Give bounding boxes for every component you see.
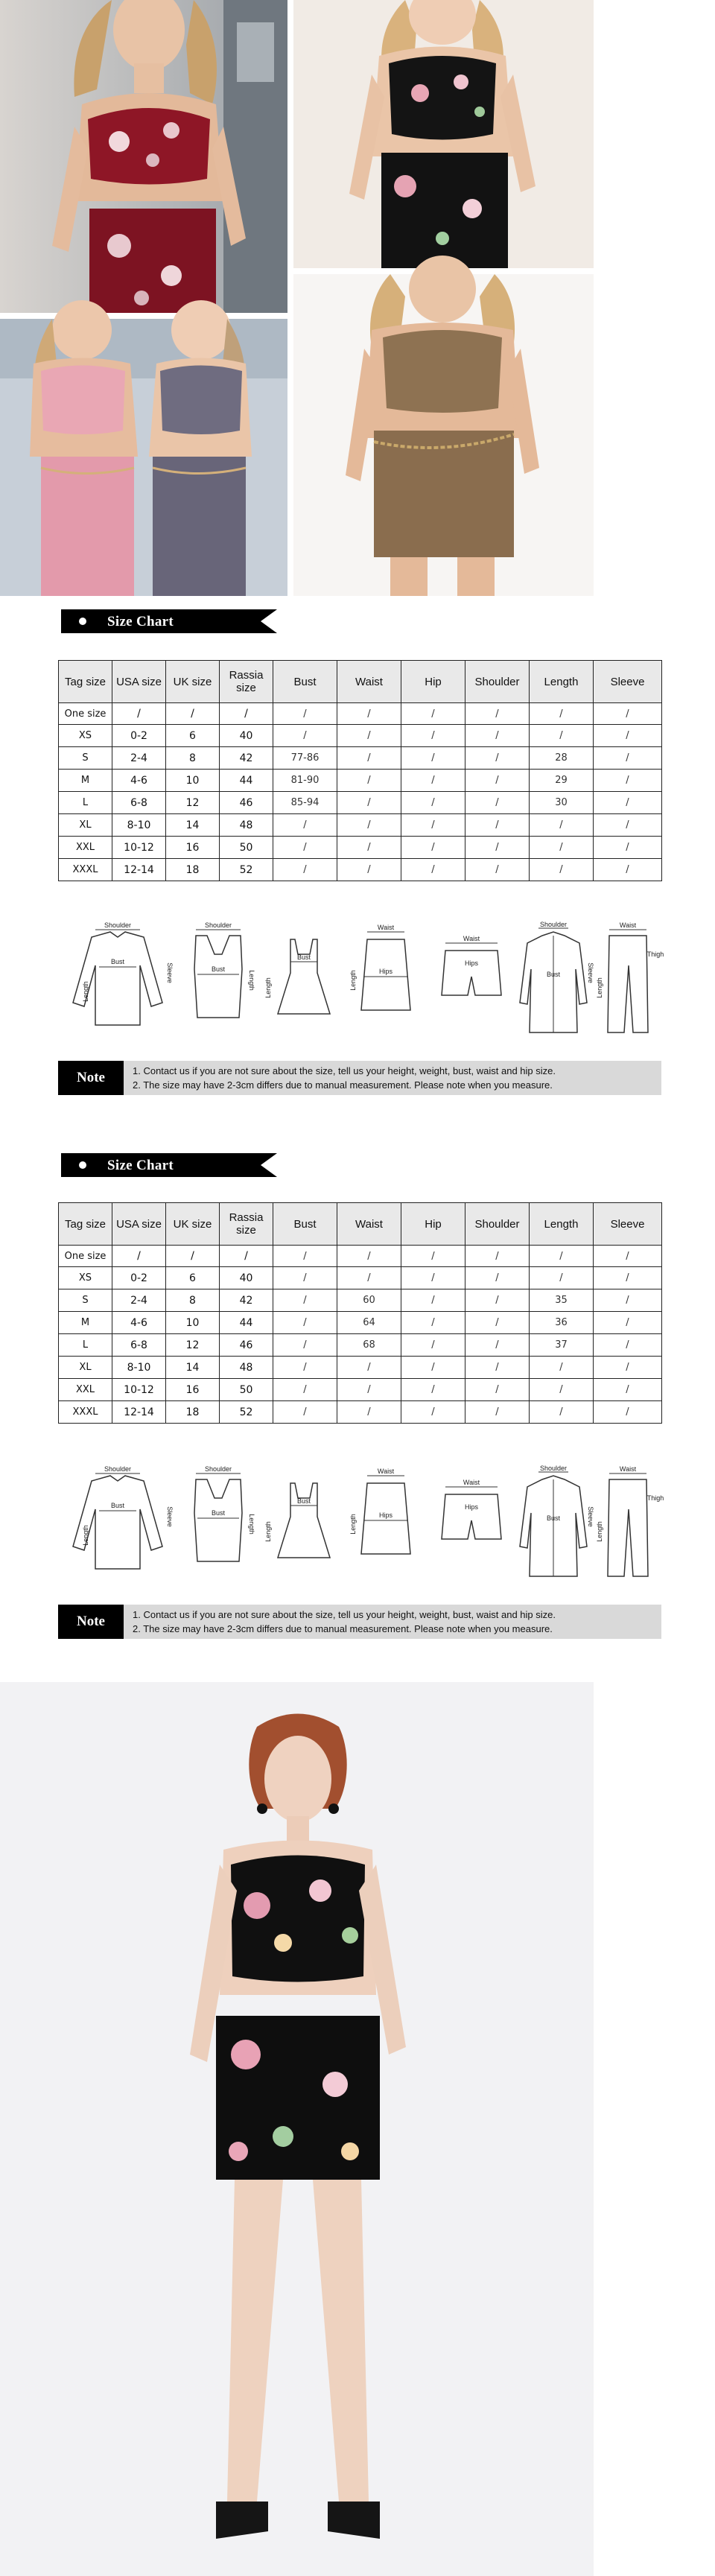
cell-length: 29 [530, 770, 594, 792]
diagram-label-shoulder: Shoulder [539, 921, 568, 928]
cell-uk-size: 10 [166, 770, 220, 792]
header-waist: Waist [337, 1203, 401, 1246]
size-table [58, 660, 662, 881]
cell-bust: / [273, 1289, 337, 1312]
dress-diagram [259, 921, 341, 1047]
cell-uk-size: 18 [166, 1401, 220, 1424]
coat-diagram [516, 1465, 594, 1591]
cell-tag-size: M [59, 1312, 112, 1334]
cell-sleeve: / [594, 1401, 662, 1424]
cell-rassia-size: 42 [220, 747, 273, 770]
size-chart-title: Size Chart [107, 1158, 174, 1173]
cell-shoulder: / [465, 1401, 530, 1424]
cell-tag-size: L [59, 792, 112, 814]
cell-rassia-size: / [220, 1246, 273, 1267]
coat-diagram [516, 921, 594, 1047]
table-row [59, 770, 662, 792]
note-line-1: 1. Contact us if you are not sure about the size, tell us your height, weight, bust, waist and hip size. [133, 1065, 556, 1076]
cell-waist: / [337, 1401, 401, 1424]
cell-shoulder: / [465, 814, 530, 837]
table-row [59, 1334, 662, 1357]
diagram-label-hips: Hips [464, 1503, 479, 1511]
cell-waist: 60 [337, 1289, 401, 1312]
cell-rassia-size: 46 [220, 1334, 273, 1357]
cell-sleeve: / [594, 1312, 662, 1334]
cell-waist: / [337, 1267, 401, 1289]
cell-length: 37 [530, 1334, 594, 1357]
cell-hip: / [401, 725, 465, 747]
shorts-diagram [430, 921, 512, 1047]
cell-bust: / [273, 1246, 337, 1267]
size-chart-title: Size Chart [107, 614, 174, 629]
cell-bust: / [273, 814, 337, 837]
note-label: Note [58, 1061, 124, 1095]
cell-usa-size: / [112, 703, 166, 725]
table-header-row [59, 1203, 662, 1246]
diagram-label-shoulder: Shoulder [539, 1465, 568, 1472]
diagram-label-length: Length [264, 1521, 272, 1542]
cell-sleeve: / [594, 703, 662, 725]
diagram-label-length: Length [596, 977, 603, 998]
cell-waist: / [337, 837, 401, 859]
cell-hip: / [401, 1379, 465, 1401]
diagram-label-bust: Bust [110, 1502, 125, 1509]
cell-usa-size: 12-14 [112, 1401, 166, 1424]
note-line-1: 1. Contact us if you are not sure about the size, tell us your height, weight, bust, waist and hip size. [133, 1609, 556, 1620]
cell-usa-size: 4-6 [112, 770, 166, 792]
cell-waist: / [337, 792, 401, 814]
cell-tag-size: One size [59, 703, 112, 725]
cell-hip: / [401, 703, 465, 725]
size-chart-header [58, 1153, 661, 1178]
table-row [59, 703, 662, 725]
cell-waist: / [337, 814, 401, 837]
cell-sleeve: / [594, 837, 662, 859]
cell-uk-size: 18 [166, 859, 220, 881]
diagram-label-hips: Hips [378, 1511, 393, 1519]
cell-uk-size: 12 [166, 1334, 220, 1357]
cell-uk-size: 14 [166, 814, 220, 837]
cell-usa-size: 8-10 [112, 814, 166, 837]
cell-rassia-size: 40 [220, 725, 273, 747]
skirt-diagram [345, 921, 427, 1047]
cell-waist: 68 [337, 1334, 401, 1357]
cell-rassia-size: 44 [220, 1312, 273, 1334]
cell-hip: / [401, 1267, 465, 1289]
cell-tag-size: M [59, 770, 112, 792]
cell-uk-size: 8 [166, 747, 220, 770]
header-hip: Hip [401, 661, 465, 703]
cell-usa-size: 2-4 [112, 747, 166, 770]
cell-length: / [530, 859, 594, 881]
header-hip: Hip [401, 1203, 465, 1246]
diagram-label-bust: Bust [546, 1514, 561, 1522]
tank-top-diagram [174, 1465, 255, 1591]
header-bust: Bust [273, 1203, 337, 1246]
diagram-label-bust: Bust [296, 1497, 311, 1505]
cell-uk-size: 8 [166, 1289, 220, 1312]
header-uk-size: UK size [166, 661, 220, 703]
cell-waist: / [337, 1357, 401, 1379]
header-length: Length [530, 1203, 594, 1246]
table-row [59, 837, 662, 859]
cell-bust: / [273, 1312, 337, 1334]
table-row [59, 1357, 662, 1379]
diagram-label-length: Length [349, 1514, 357, 1535]
table-row [59, 725, 662, 747]
header-rassia-size: Rassia size [220, 1203, 273, 1246]
header-uk-size: UK size [166, 1203, 220, 1246]
cell-waist: 64 [337, 1312, 401, 1334]
cell-rassia-size: 50 [220, 1379, 273, 1401]
cell-length: 36 [530, 1312, 594, 1334]
cell-rassia-size: 48 [220, 814, 273, 837]
cell-length: 35 [530, 1289, 594, 1312]
cell-tag-size: XS [59, 1267, 112, 1289]
cell-shoulder: / [465, 1267, 530, 1289]
cell-shoulder: / [465, 1289, 530, 1312]
cell-length: 30 [530, 792, 594, 814]
diagram-label-length: Length [248, 1514, 255, 1535]
cell-bust: / [273, 725, 337, 747]
table-row [59, 814, 662, 837]
cell-waist: / [337, 1246, 401, 1267]
diagram-label-bust: Bust [211, 1509, 226, 1517]
cell-tag-size: S [59, 747, 112, 770]
cell-hip: / [401, 1289, 465, 1312]
cell-shoulder: / [465, 1379, 530, 1401]
cell-bust: 77-86 [273, 747, 337, 770]
cell-tag-size: XL [59, 1357, 112, 1379]
cell-length: / [530, 1357, 594, 1379]
cell-tag-size: XXXL [59, 1401, 112, 1424]
header-usa-size: USA size [112, 661, 166, 703]
cell-shoulder: / [465, 837, 530, 859]
cell-tag-size: L [59, 1334, 112, 1357]
diagram-label-sleeve: Sleeve [166, 962, 174, 983]
table-header-row [59, 661, 662, 703]
diagram-label-bust: Bust [546, 971, 561, 978]
diagram-label-shoulder: Shoulder [104, 921, 132, 929]
cell-hip: / [401, 792, 465, 814]
cell-rassia-size: 44 [220, 770, 273, 792]
size-table [58, 1202, 662, 1424]
header-sleeve: Sleeve [594, 661, 662, 703]
cell-waist: / [337, 1379, 401, 1401]
cell-length: 28 [530, 747, 594, 770]
size-chart-1 [58, 609, 664, 1101]
cell-tag-size: XL [59, 814, 112, 837]
cell-uk-size: 14 [166, 1357, 220, 1379]
cell-uk-size: 6 [166, 1267, 220, 1289]
cell-hip: / [401, 859, 465, 881]
table-row [59, 1267, 662, 1289]
note-label: Note [58, 1605, 124, 1639]
table-row [59, 1379, 662, 1401]
cell-shoulder: / [465, 792, 530, 814]
diagram-label-bust: Bust [110, 958, 125, 965]
diagram-label-hips: Hips [378, 968, 393, 975]
cell-hip: / [401, 1401, 465, 1424]
cell-shoulder: / [465, 770, 530, 792]
cell-hip: / [401, 1246, 465, 1267]
cell-tag-size: XS [59, 725, 112, 747]
cell-usa-size: 10-12 [112, 1379, 166, 1401]
cell-hip: / [401, 837, 465, 859]
diagram-label-waist: Waist [619, 1465, 637, 1473]
cell-length: / [530, 725, 594, 747]
cell-tag-size: One size [59, 1246, 112, 1267]
diagram-label-thigh: Thigh [646, 951, 664, 958]
size-chart-2 [58, 1153, 664, 1645]
header-length: Length [530, 661, 594, 703]
diagram-label-hips: Hips [464, 959, 479, 967]
cell-length: / [530, 1401, 594, 1424]
cell-bust: / [273, 1267, 337, 1289]
cell-waist: / [337, 770, 401, 792]
cell-sleeve: / [594, 770, 662, 792]
note-bar [58, 1061, 661, 1095]
note-text [133, 1064, 556, 1092]
diagram-label-shoulder: Shoulder [204, 921, 232, 929]
cell-sleeve: / [594, 725, 662, 747]
cell-bust: / [273, 859, 337, 881]
cell-uk-size: 12 [166, 792, 220, 814]
header-bust: Bust [273, 661, 337, 703]
measurement-diagrams [58, 921, 664, 1047]
cell-hip: / [401, 814, 465, 837]
cell-usa-size: 0-2 [112, 1267, 166, 1289]
cell-sleeve: / [594, 1379, 662, 1401]
cell-rassia-size: 40 [220, 1267, 273, 1289]
cell-waist: / [337, 725, 401, 747]
measurement-diagrams [58, 1465, 664, 1591]
cell-usa-size: / [112, 1246, 166, 1267]
skirt-diagram [345, 1465, 427, 1591]
cell-uk-size: / [166, 703, 220, 725]
diagram-label-waist: Waist [619, 921, 637, 929]
cell-shoulder: / [465, 1246, 530, 1267]
table-row [59, 1312, 662, 1334]
cell-usa-size: 12-14 [112, 859, 166, 881]
cell-waist: / [337, 703, 401, 725]
cell-sleeve: / [594, 1357, 662, 1379]
cell-uk-size: 10 [166, 1312, 220, 1334]
diagram-label-sleeve: Sleeve [166, 1506, 174, 1527]
cell-tag-size: S [59, 1289, 112, 1312]
cell-bust: / [273, 703, 337, 725]
cell-length: / [530, 837, 594, 859]
diagram-label-shoulder: Shoulder [104, 1465, 132, 1473]
diagram-label-bust: Bust [296, 954, 311, 961]
cell-bust: 85-94 [273, 792, 337, 814]
cell-shoulder: / [465, 725, 530, 747]
header-usa-size: USA size [112, 1203, 166, 1246]
cell-tag-size: XXL [59, 1379, 112, 1401]
diagram-label-sleeve: Sleeve [587, 962, 594, 983]
cell-rassia-size: / [220, 703, 273, 725]
cell-sleeve: / [594, 859, 662, 881]
header-rassia-size: Rassia size [220, 661, 273, 703]
pants-diagram [594, 921, 664, 1047]
header-tag-size: Tag size [59, 1203, 112, 1246]
header-shoulder: Shoulder [465, 661, 530, 703]
cell-tag-size: XXXL [59, 859, 112, 881]
cell-rassia-size: 52 [220, 1401, 273, 1424]
cell-sleeve: / [594, 1289, 662, 1312]
diagram-label-waist: Waist [463, 935, 480, 942]
diagram-label-length: Length [349, 970, 357, 991]
diagram-label-length: Length [596, 1521, 603, 1542]
table-row [59, 1246, 662, 1267]
cell-sleeve: / [594, 1246, 662, 1267]
diagram-label-waist: Waist [377, 924, 395, 931]
header-waist: Waist [337, 661, 401, 703]
jacket-diagram [58, 1465, 174, 1591]
cell-length: / [530, 1246, 594, 1267]
cell-sleeve: / [594, 1267, 662, 1289]
cell-usa-size: 4-6 [112, 1312, 166, 1334]
jacket-diagram [58, 921, 174, 1047]
cell-shoulder: / [465, 1334, 530, 1357]
cell-shoulder: / [465, 747, 530, 770]
cell-usa-size: 6-8 [112, 792, 166, 814]
cell-shoulder: / [465, 859, 530, 881]
cell-bust: / [273, 837, 337, 859]
diagram-label-waist: Waist [377, 1468, 395, 1475]
table-row [59, 1289, 662, 1312]
pink-gray-sets-photo [0, 319, 287, 596]
cell-length: / [530, 1379, 594, 1401]
bullet-icon [79, 618, 86, 625]
cell-rassia-size: 48 [220, 1357, 273, 1379]
dress-diagram [259, 1465, 341, 1591]
diagram-label-thigh: Thigh [646, 1494, 664, 1502]
cell-rassia-size: 42 [220, 1289, 273, 1312]
cell-usa-size: 10-12 [112, 837, 166, 859]
diagram-label-length: Length [82, 981, 89, 1002]
diagram-label-length: Length [82, 1525, 89, 1546]
cell-bust: / [273, 1334, 337, 1357]
table-row [59, 859, 662, 881]
brown-velvet-set-photo [293, 274, 594, 596]
pants-diagram [594, 1465, 664, 1591]
black-floral-set-photo [293, 0, 594, 268]
cell-rassia-size: 52 [220, 859, 273, 881]
cell-shoulder: / [465, 1357, 530, 1379]
shorts-diagram [430, 1465, 512, 1591]
cell-sleeve: / [594, 792, 662, 814]
cell-bust: / [273, 1379, 337, 1401]
cell-bust: 81-90 [273, 770, 337, 792]
cell-uk-size: 16 [166, 837, 220, 859]
table-row [59, 792, 662, 814]
cell-sleeve: / [594, 814, 662, 837]
cell-usa-size: 2-4 [112, 1289, 166, 1312]
diagram-label-length: Length [264, 977, 272, 998]
cell-hip: / [401, 747, 465, 770]
diagram-label-waist: Waist [463, 1479, 480, 1486]
table-row [59, 747, 662, 770]
cell-bust: / [273, 1401, 337, 1424]
cell-usa-size: 6-8 [112, 1334, 166, 1357]
tank-top-diagram [174, 921, 255, 1047]
header-sleeve: Sleeve [594, 1203, 662, 1246]
bullet-icon [79, 1161, 86, 1169]
cell-waist: / [337, 859, 401, 881]
cell-hip: / [401, 770, 465, 792]
cell-shoulder: / [465, 1312, 530, 1334]
cell-usa-size: 0-2 [112, 725, 166, 747]
cell-rassia-size: 50 [220, 837, 273, 859]
cell-usa-size: 8-10 [112, 1357, 166, 1379]
note-line-2: 2. The size may have 2-3cm differs due to manual measurement. Please note when you measure. [133, 1623, 553, 1634]
cell-bust: / [273, 1357, 337, 1379]
cell-sleeve: / [594, 1334, 662, 1357]
cell-uk-size: 6 [166, 725, 220, 747]
cell-length: / [530, 814, 594, 837]
table-row [59, 1401, 662, 1424]
cell-length: / [530, 703, 594, 725]
cell-length: / [530, 1267, 594, 1289]
diagram-label-sleeve: Sleeve [587, 1506, 594, 1527]
red-velvet-floral-set-photo [0, 0, 287, 313]
cell-uk-size: / [166, 1246, 220, 1267]
note-text [133, 1608, 556, 1636]
diagram-label-length: Length [248, 970, 255, 991]
diagram-label-bust: Bust [211, 965, 226, 973]
cell-hip: / [401, 1357, 465, 1379]
cell-waist: / [337, 747, 401, 770]
cell-hip: / [401, 1334, 465, 1357]
diagram-label-shoulder: Shoulder [204, 1465, 232, 1473]
cell-rassia-size: 46 [220, 792, 273, 814]
cell-hip: / [401, 1312, 465, 1334]
cell-tag-size: XXL [59, 837, 112, 859]
size-chart-header [58, 609, 661, 635]
cell-uk-size: 16 [166, 1379, 220, 1401]
cell-sleeve: / [594, 747, 662, 770]
header-shoulder: Shoulder [465, 1203, 530, 1246]
note-line-2: 2. The size may have 2-3cm differs due to manual measurement. Please note when you measure. [133, 1079, 553, 1091]
header-tag-size: Tag size [59, 661, 112, 703]
note-bar [58, 1605, 661, 1639]
cell-shoulder: / [465, 703, 530, 725]
model-full-body-photo [0, 1682, 594, 2576]
